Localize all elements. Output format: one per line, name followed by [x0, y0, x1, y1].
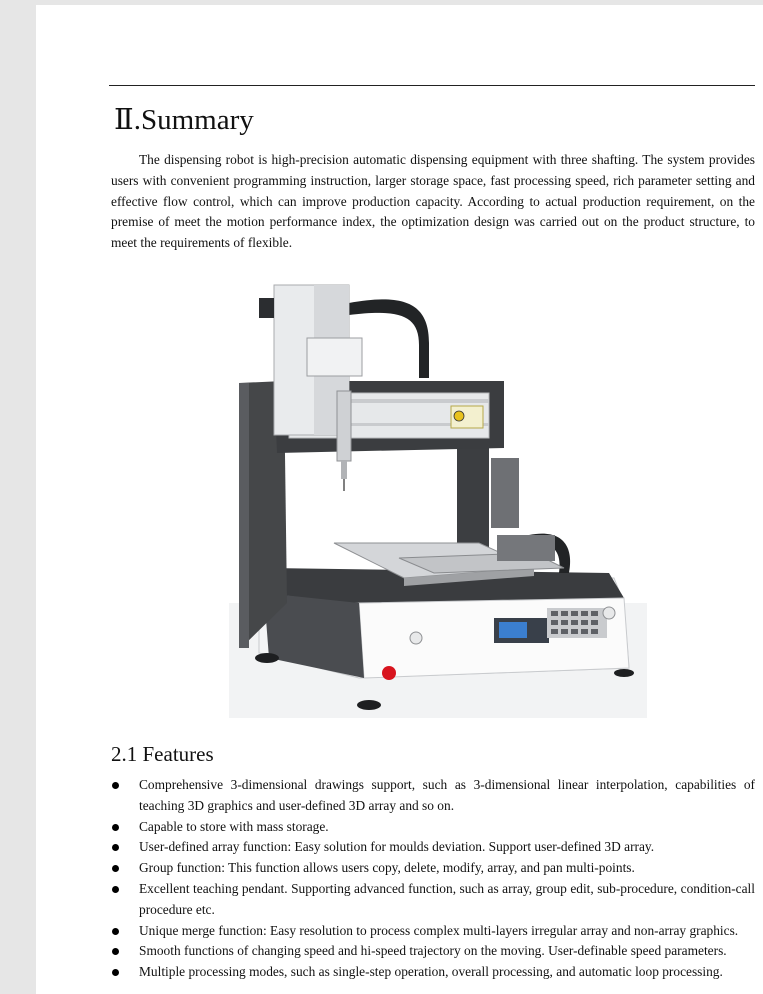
section-title: Ⅱ.Summary [114, 104, 254, 136]
header-rule [109, 85, 755, 86]
list-item: Capable to store with mass storage. [111, 817, 755, 838]
bullet-icon [112, 948, 119, 955]
list-item: Excellent teaching pendant. Supporting advanced function, such as array, group edit, sub-procedure, condition-call procedure etc. [111, 879, 755, 921]
list-item: Comprehensive 3-dimensional drawings support, such as 3-dimensional linear interpolation, capabilities of teaching 3D graphics and user-defined 3D array and so on. [111, 775, 755, 817]
list-item: Smooth functions of changing speed and hi-speed trajectory on the moving. User-definable speed parameters. [111, 941, 755, 962]
features-title: 2.1 Features [111, 742, 214, 766]
list-item: Unique merge function: Easy resolution to process complex multi-layers irregular array and non-array graphics. [111, 921, 755, 942]
bullet-icon [112, 886, 119, 893]
summary-paragraph: The dispensing robot is high-precision automatic dispensing equipment with three shafting. The system provides users with convenient programming instruction, larger storage space, fast processing speed, rich parameter setting and effective flow control, which can improve production capacity. According to actual production requirement, on the premise of meet the motion performance index, the optimization design was carried out on the product structure, to meet the requirements of flexible. [111, 152, 755, 251]
list-item: Multiple processing modes, such as single-step operation, overall processing, and automatic loop processing. [111, 962, 755, 983]
bullet-icon [112, 844, 119, 851]
bullet-icon [112, 824, 119, 831]
dispensing-robot-photo [229, 273, 647, 718]
bullet-icon [112, 865, 119, 872]
list-item: Group function: This function allows users copy, delete, modify, array, and pan multi-points. [111, 858, 755, 879]
bullet-icon [112, 928, 119, 935]
list-item: User-defined array function: Easy solution for moulds deviation. Support user-defined 3D array. [111, 837, 755, 858]
bullet-icon [112, 782, 119, 789]
document-page [36, 5, 763, 994]
bullet-icon [112, 969, 119, 976]
features-list [111, 775, 755, 983]
